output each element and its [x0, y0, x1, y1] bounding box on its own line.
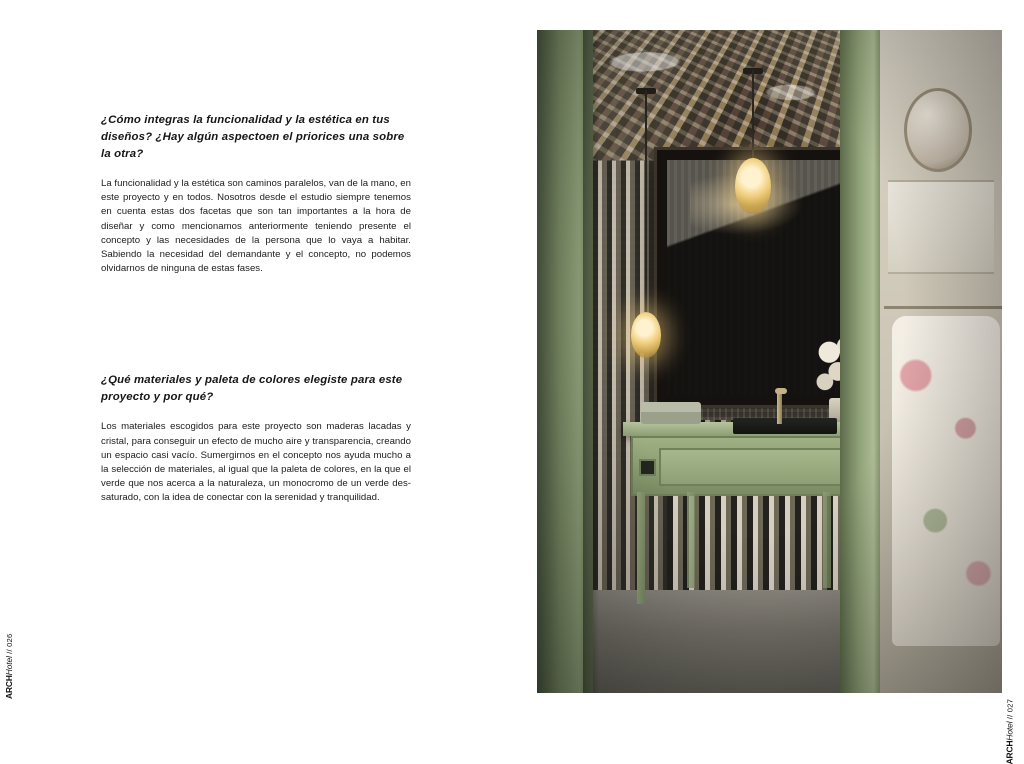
faucet-head: [775, 388, 787, 394]
folded-towels: [641, 402, 701, 424]
folio-right-brand-bold: ARCH: [1004, 740, 1014, 764]
oval-mirror: [904, 88, 972, 172]
question-heading-2: ¿Qué materiales y paleta de colores elegiste para este proyecto y por qué?: [101, 374, 403, 404]
clothes-rod: [884, 306, 1002, 309]
photo-scene: [537, 30, 1002, 693]
folio-right-page-number: 027: [1005, 699, 1014, 713]
folio-right: [998, 549, 1014, 764]
right-page: [512, 0, 1024, 764]
pendant-bulb-1: [735, 158, 771, 214]
qa-block-1: [101, 112, 411, 276]
pendant-cord-1: [752, 70, 754, 162]
pendant-bulb-2: [631, 312, 661, 358]
door-jamb-left-shadow: [583, 30, 599, 693]
qa-block-2: [101, 372, 411, 505]
folio-left-brand-bold: ARCH: [4, 675, 14, 699]
left-page: [0, 0, 512, 723]
answer-paragraph-2: Los materiales escogidos para este proyecto son maderas lacadas y cristal, para conseguir un efecto de mucho aire y transparencia, creando un espacio casi vacío. Sumergirnos en el concepto nos ayuda mucho a la selección de materiales, al igual que la paleta de colores, en la que el verde que nos acerca a la naturaleza, un monocromo de un verde des-saturado, con la idea de conectar con la serenidad y tranquilidad.: [101, 421, 411, 504]
floral-dress: [892, 316, 1000, 646]
folio-right-brand: [1004, 722, 1014, 764]
answer-paragraph-1: La funcionalidad y la estética son caminos paralelos, van de la mano, en este proyecto y en todos. Nosotros desde el estudio siempre tenemos en cuenta estas dos facetas que son tan importantes a la hora de diseñar y como mencionamos anteriormente teniendo presente el concepto y las necesidades de la persona que lo vaya a habitar. Sabiendo la necesidad del demandante y el concepto, no podemos olvidarnos de ninguna de estas fases.: [101, 178, 411, 275]
faucet-spout: [777, 392, 782, 424]
adjacent-dressing-room: [880, 30, 1002, 693]
folio-left-brand-light: Hotel: [4, 656, 14, 676]
vanity-leg-front-left: [637, 492, 645, 604]
sink-basin: [733, 418, 837, 434]
pendant-cord-2: [645, 90, 647, 315]
folio-left: [4, 549, 30, 699]
text-column: [101, 112, 411, 506]
door-jamb-right: [840, 30, 882, 693]
cabinet-inlay-left: [639, 459, 656, 476]
folio-left-brand: [4, 656, 14, 699]
question-heading-1: ¿Cómo integras la funcionalidad y la estética en tus diseños? ¿Hay algún aspectoen el priorices una sobre la otra?: [101, 114, 405, 160]
bathroom-photograph: [537, 30, 1002, 693]
vanity-leg-rear-right: [823, 492, 831, 588]
folio-left-separator: //: [5, 646, 14, 657]
folio-left-page-number: 026: [5, 633, 14, 647]
column-spacer: [101, 276, 411, 372]
vanity-drawer: [659, 448, 851, 486]
folio-right-separator: //: [1005, 712, 1014, 722]
folio-right-brand-light: Hotel: [1004, 721, 1014, 741]
vanity-leg-rear-left: [687, 492, 695, 588]
wall-shelf: [888, 180, 994, 274]
